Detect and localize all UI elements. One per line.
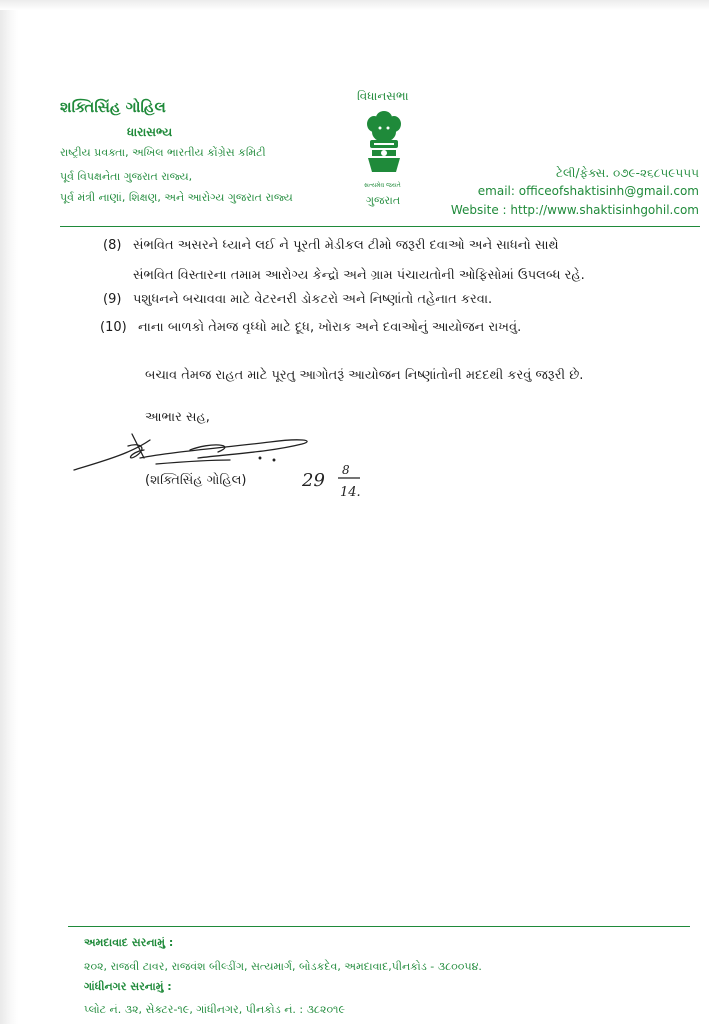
footer-divider	[68, 926, 690, 927]
letterhead-post: ધારાસભ્ય	[127, 125, 173, 139]
letterhead-phone: ટેલી/ફેક્સ. ૦૭૯-૨૬૮૫૯૫૫૫	[555, 166, 699, 180]
item-8-line-2: સંભવિત વિસ્તારના તમામ આરોગ્ય કેન્દ્રો અને ગ્રામ પંચાયતોની ઓફિસોમાં ઉપલબ્ધ રહે.	[133, 268, 585, 283]
letterhead-designation-1: રાષ્ટ્રીય પ્રવક્તા, અખિલ ભારતીય કોંગ્રેસ કમિટી	[60, 146, 266, 159]
item-9-number: (9)	[103, 292, 122, 307]
letterhead-website[interactable]: Website : http://www.shaktisinhgohil.com	[450, 203, 699, 217]
handwritten-date	[300, 460, 370, 502]
item-10-number: (10)	[100, 320, 127, 335]
page-top-shadow	[0, 0, 709, 10]
ahmedabad-address: ૨૦૨, રાજવી ટાવર, રાજવંશ બીલ્ડીંગ, સત્યમાર્ગ, બોડકદેવ, અમદાવાદ,પીનકોડ - ૩૮૦૦૫૪.	[84, 960, 482, 973]
handwritten-signature	[70, 428, 320, 476]
signer-name: (શક્તિસિંહ ગોહિલ)	[145, 473, 247, 488]
item-9-text: પશુધનને બચાવવા માટે વેટરનરી ડોકટરો અને નિષ્ણાંતો તહેનાત કરવા.	[133, 292, 493, 307]
letterhead-email[interactable]: email: officeofshaktisinh@gmail.com	[477, 184, 699, 198]
closing-paragraph: બચાવ તેમજ રાહત માટે પૂરતુ આગોતરૂં આયોજન નિષ્ણાંતોની મદદથી કરવું જરૂરી છે.	[145, 368, 584, 383]
thanks-line: આભાર સહ,	[145, 410, 210, 425]
date-day: 29	[302, 470, 325, 491]
date-year: 14.	[340, 485, 361, 500]
page-edge-shadow	[0, 0, 18, 1024]
gandhinagar-address: પ્લોટ નં. ૩૨, સેક્ટર-૧૯, ગાંધીનગર, પીનકોડ નં. : ૩૮૨૦૧૯	[84, 1003, 345, 1016]
date-month: 8	[342, 463, 350, 477]
letterhead-designation-2: પૂર્વ વિપક્ષનેતા ગુજરાત રાજ્ય,	[60, 170, 193, 183]
item-8-number: (8)	[103, 238, 122, 253]
letterhead-divider	[60, 226, 700, 227]
gandhinagar-address-label: ગાંધીનગર સરનામું :	[84, 980, 172, 993]
emblem-title: વિધાનસભા	[357, 89, 409, 103]
letterhead-name: શક્તિસિંહ ગોહિલ	[60, 98, 166, 116]
item-10-text: નાના બાળકો તેમજ વૃધ્ધો માટે દૂધ, ખોરાક અને દવાઓનું આયોજન રાખવું.	[138, 320, 522, 335]
letterhead-designation-3: પૂર્વ મંત્રી નાણાં, શિક્ષણ, અને આરોગ્ય ગુજરાત રાજ્ય	[60, 191, 293, 204]
item-8-line-1: સંભવિત અસરને ધ્યાને લઈ ને પૂરતી મેડીકલ ટીમો જરૂરી દવાઓ અને સાધનો સાથે	[133, 238, 559, 253]
ahmedabad-address-label: અમદાવાદ સરનામું :	[84, 936, 174, 949]
national-emblem-icon	[360, 108, 408, 180]
emblem-motto: સત્યમેવ જયતે	[364, 182, 401, 189]
emblem-state: ગુજરાત	[366, 194, 401, 207]
